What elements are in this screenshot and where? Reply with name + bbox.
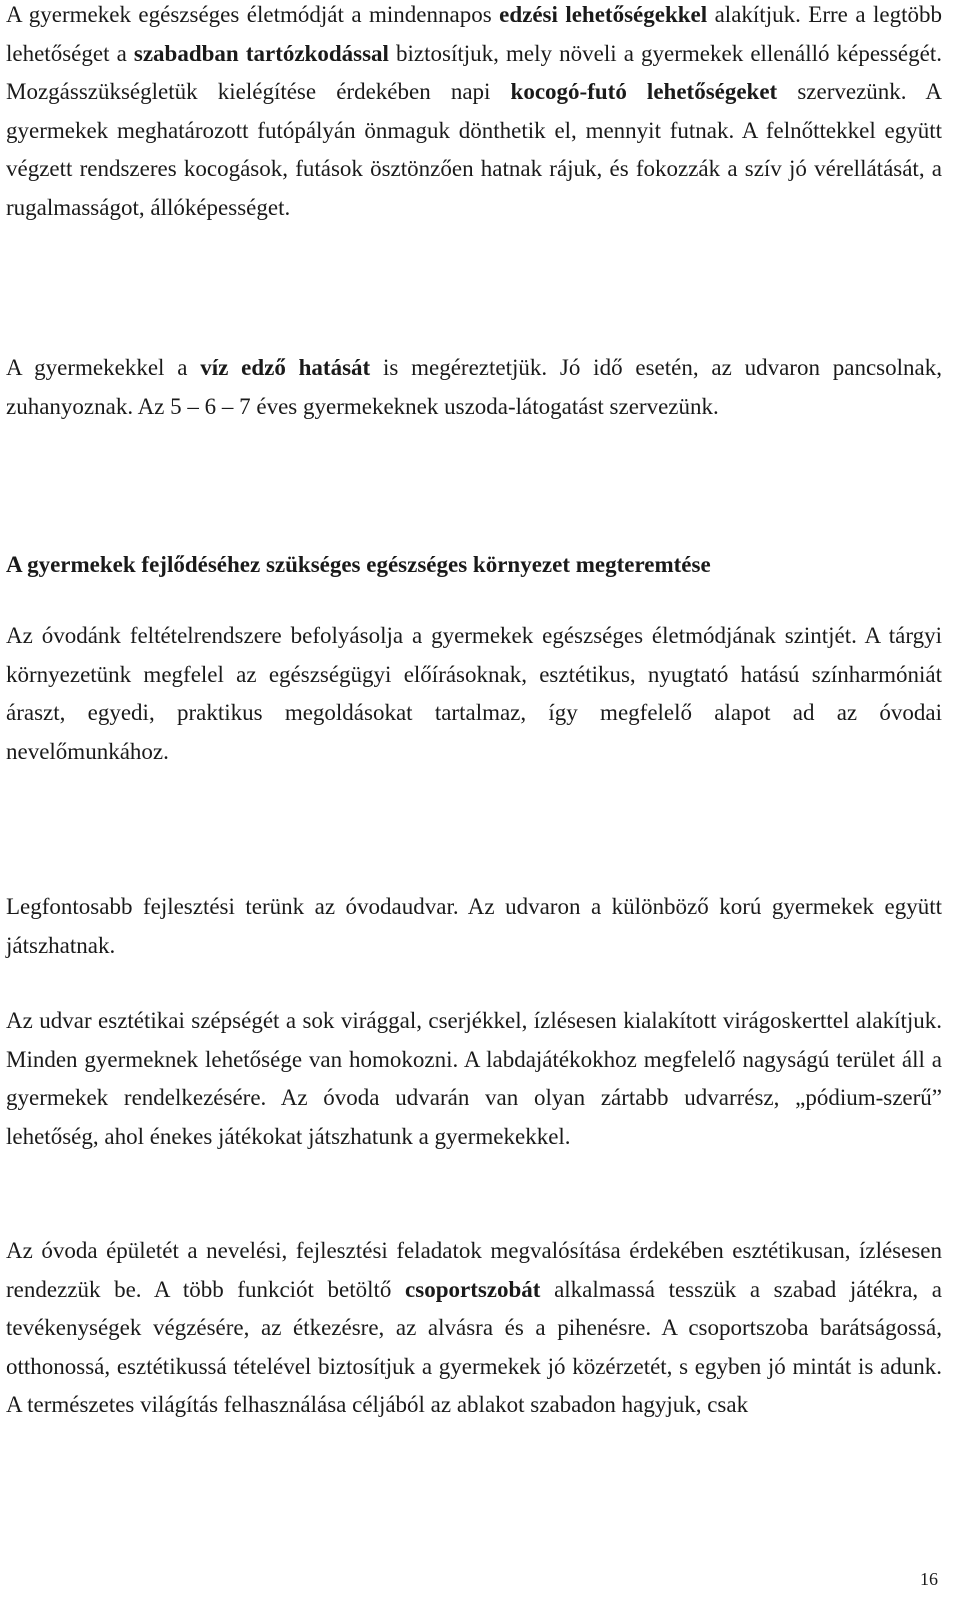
paragraph-yard-beauty: Az udvar esztétikai szépségét a sok virággal, cserjékkel, ízlésesen kialakított virágoskerttel alakítjuk. Minden gyermeknek lehetősége van homokozni. A labdajátékokhoz megfelelő nagyságú terület áll a gyermekek rendelkezésére. Az óvoda udvarán van olyan zártabb udvarrész, „pódium-szerű” lehetőség, ahol énekes játékokat játszhatunk a gyermekekkel.: [6, 1008, 942, 1149]
paragraph-environment: Az óvodánk feltételrendszere befolyásolja a gyermekek egészséges életmódjának szintjét. A tárgyi környezetünk megfelel az egészségügyi előírásoknak, esztétikus, nyugtató hatású színharmóniát áraszt, egyedi, praktikus megoldásokat tartalmaz, így megfelelő alapot ad az óvodai nevelőmunkához.: [6, 623, 942, 764]
bold-run: csoportszobát: [405, 1276, 541, 1302]
text-run: alakítjuk. Erre a legtöbb lehetőséget a: [6, 2, 942, 66]
text-run: Az óvoda épületét a nevelési, fejlesztési feladatok megvalósítása érdekében esztétikusan, ízlésesen rendezzük be. A több funkciót betöltő: [6, 1238, 942, 1302]
paragraph-water: [6, 349, 942, 426]
paragraph-yard: Legfontosabb fejlesztési terünk az óvodaudvar. Az udvaron a különböző korú gyermekek együtt játszhatnak.: [6, 894, 942, 958]
text-run: biztosítjuk, mely növeli a gyermekek ellenálló képességét. Mozgásszükségletük kielégítése érdekében napi: [6, 40, 942, 104]
bold-run: kocogó-futó lehetőségeket: [510, 79, 778, 104]
paragraph-building: [6, 1232, 942, 1425]
text-run: A gyermekekkel a: [6, 355, 201, 380]
text-run: alkalmassá tesszük a szabad játékra, a tevékenységek végzésére, az étkezésre, az alvásra és a pihenésre. A csoportszoba barátságossá, otthonossá, esztétikussá tételével biztosítjuk a gyermekek jó közérzetét, s egyben jó mintát is adunk. A természetes világítás felhasználása céljából az ablakot szabadon hagyjuk, csak: [6, 1276, 942, 1417]
text-run: szervezünk. A gyermekek meghatározott futópályán önmaguk dönthetik el, mennyit futnak. A felnőttekkel együtt végzett rendszeres kocogások, futások ösztönzően hatnak rájuk, és fokozzák a szív jó vérellátását, a rugalmasságot, állóképességet.: [6, 79, 943, 220]
bold-run: edzési lehetőségekkel: [499, 2, 708, 27]
section-heading: A gyermekek fejlődéséhez szükséges egészséges környezet megteremtése: [6, 552, 711, 577]
text-run: A gyermekek egészséges életmódját a mindennapos: [6, 2, 500, 27]
paragraph-exercise: [6, 0, 942, 227]
text-run: is megéreztetjük. Jó idő esetén, az udvaron pancsolnak, zuhanyoznak. Az 5 – 6 – 7 éves gyermekeknek uszoda-látogatást szervezünk.: [6, 355, 942, 419]
page-number: 16: [920, 1569, 938, 1589]
bold-run: víz edző hatását: [200, 355, 371, 380]
bold-run: szabadban tartózkodással: [133, 40, 389, 66]
